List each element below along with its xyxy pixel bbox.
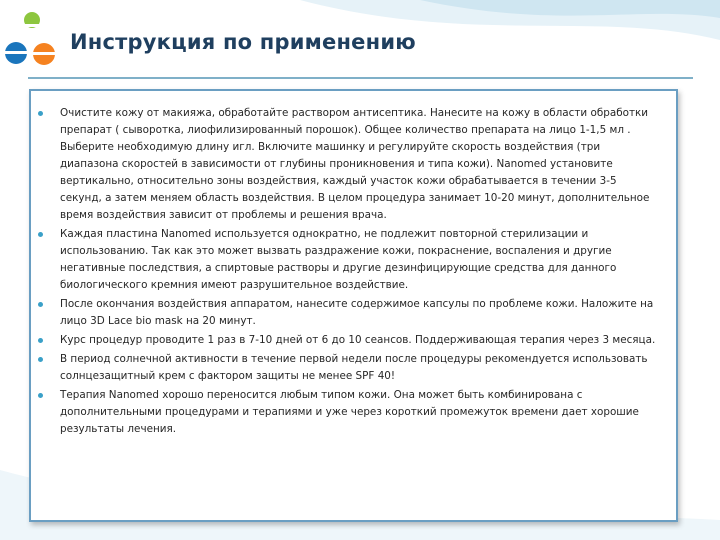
- bullet-icon: [38, 111, 43, 116]
- list-item: [31, 296, 676, 330]
- list-item: [31, 105, 676, 224]
- instruction-list: [31, 105, 676, 440]
- list-item-text: В период солнечной активности в течение первой недели после процедуры рекомендуется использовать солнцезащитный крем с фактором защиты не менее SPF 40!: [60, 353, 648, 382]
- content-box: [29, 89, 678, 522]
- list-item: [31, 351, 676, 385]
- bullet-icon: [38, 232, 43, 237]
- title-underline: [28, 77, 693, 79]
- list-item: [31, 332, 676, 349]
- list-item-text: Терапия Nanomed хорошо переносится любым типом кожи. Она может быть комбинирована с дополнительными процедурами и терапиями и уже через короткий промежуток времени дает хорошие результаты лечения.: [60, 389, 639, 435]
- list-item-text: Очистите кожу от макияжа, обработайте раствором антисептика. Нанесите на кожу в области обработки препарат ( сыворотка, лиофилизированный порошок). Общее количество препарата на лицо 1-1,5 мл . Выберите необходимую длину игл. Включите машинку и регулируйте скорость воздействия (три диапазона скоростей в зависимости от глубины проникновения и типа кожи). Nanomed установите вертикально, относительно зоны воздействия, каждый участок кожи обрабатывается в течении 3-5 секунд, а затем меняем область воздействия. В целом процедура занимает 10-20 минут, дополнительное время воздействия зависит от проблемы и решения врача.: [60, 107, 650, 221]
- bullet-icon: [38, 357, 43, 362]
- list-item-text: Каждая пластина Nanomed используется однократно, не подлежит повторной стерилизации и использованию. Так как это может вызвать раздражение кожи, покраснение, воспаления и другие негативные последствия, а спиртовые растворы и другие дезинфицирующие средства для данного биологического кремния имеют разрушительное воздействие.: [60, 228, 617, 291]
- logo-icon: [0, 0, 70, 80]
- bullet-icon: [38, 393, 43, 398]
- bullet-icon: [38, 302, 43, 307]
- slide-title: Инструкция по применению: [70, 30, 416, 54]
- list-item-text: Курс процедур проводите 1 раз в 7-10 дней от 6 до 10 сеансов. Поддерживающая терапия через 3 месяца.: [60, 334, 656, 346]
- list-item: [31, 226, 676, 294]
- list-item: [31, 387, 676, 438]
- list-item-text: После окончания воздействия аппаратом, нанесите содержимое капсулы по проблеме кожи. Наложите на лицо 3D Lace bio mask на 20 минут.: [60, 298, 654, 327]
- bullet-icon: [38, 338, 43, 343]
